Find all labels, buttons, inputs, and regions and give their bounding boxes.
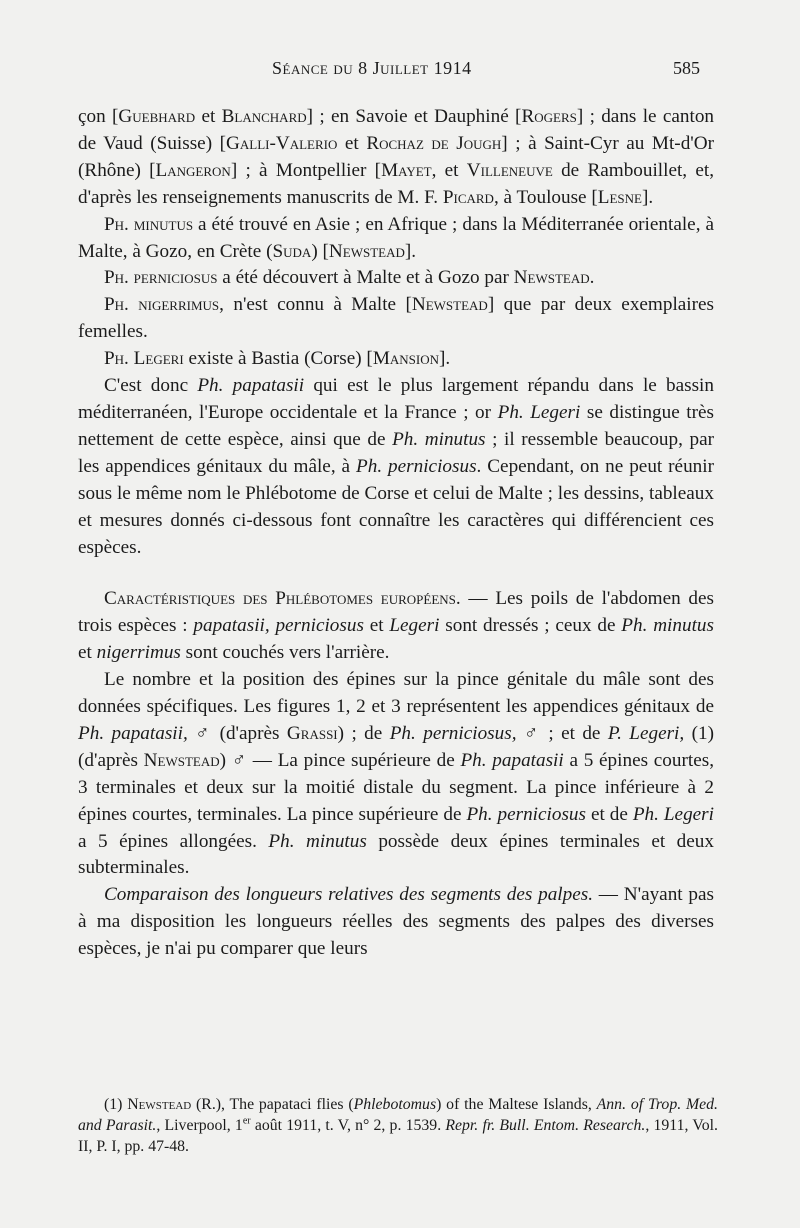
text-run: Phlebotomus [353, 1096, 437, 1113]
text-run: et [363, 615, 390, 637]
body-text [78, 104, 714, 963]
text-run: Ph. perniciosus [356, 455, 477, 477]
text-run: Grassi [286, 722, 338, 744]
text-run: — Les poils de l'abdomen des trois espèces : [78, 588, 715, 637]
text-run: Ph. minutus [268, 830, 367, 852]
text-run: Newstead [513, 267, 590, 289]
text-run: Blanchard [221, 106, 307, 127]
text-run: ] ; dans le canton de Vaud (Suisse) [ [78, 106, 715, 154]
text-run: sont dressés ; ceux de [439, 615, 622, 637]
text-run: , et [431, 159, 467, 181]
paragraph-perniciosus [78, 265, 714, 292]
text-run: et [78, 642, 97, 664]
text-run: çon [ [78, 106, 119, 127]
text-run: et [337, 132, 367, 154]
text-run: ] ; à Montpellier [ [230, 159, 382, 181]
paragraph-genital-spines [78, 667, 714, 882]
text-run: et [195, 106, 222, 127]
text-run: ♂ ; et de [516, 722, 608, 744]
text-run: Ph. perniciosus [466, 803, 586, 825]
text-run: existe à Bastia (Corse) [ [183, 348, 373, 370]
paragraph-nigerrimus [78, 292, 714, 346]
paragraph-minutus [78, 212, 714, 266]
text-run: Ph. minutus [392, 428, 486, 450]
text-run: ) [ [311, 240, 329, 262]
text-run: ] ; à Saint-Cyr au Mt-d'Or (Rhône) [ [78, 132, 714, 181]
page-number: 585 [673, 58, 700, 78]
text-run: ) ♂ — La pince supérieure de [219, 749, 461, 771]
text-run: Ph. Legeri [632, 803, 714, 825]
text-run: Newstead [127, 1096, 192, 1113]
text-run: (R.), The papataci flies ( [191, 1096, 354, 1113]
text-run: Lesne [597, 186, 642, 208]
text-run: Guebhard [118, 106, 196, 127]
text-run: Repr. fr. Bull. Entom. Research. [445, 1117, 646, 1134]
running-head: Séance du 8 Juillet 1914 [272, 58, 472, 78]
paragraph-conclusion [78, 373, 714, 561]
text-run: Ph. minutus [621, 615, 714, 637]
paragraph-distribution-france [78, 104, 714, 212]
text-run: possède deux épines terminales et deux subterminales. [78, 830, 714, 879]
text-run: Ph. minutus [104, 213, 194, 235]
text-run: . [589, 267, 595, 289]
section-heading: Caractéristiques des Phlébotomes européens. [104, 588, 461, 610]
text-run: Newstead [328, 240, 405, 262]
text-run: se distingue très nettement de cette espèce, ainsi que de [78, 401, 714, 450]
text-run: Ph. perniciosus, [389, 722, 517, 744]
text-run: C'est donc [104, 375, 198, 397]
text-run: août 1911, t. V, n° 2, p. 1539. [250, 1117, 446, 1134]
text-run: ) of the Maltese Islands, [436, 1096, 597, 1113]
text-run: ] que par deux exemplaires femelles. [78, 294, 714, 343]
text-run: Ph. perniciosus [104, 267, 218, 289]
text-run: ]. [642, 186, 654, 208]
text-run: ] ; en Savoie et Dauphiné [ [306, 106, 522, 127]
text-run: ) ; de [337, 722, 390, 744]
text-run: de Rambouillet, et, d'après les renseignements manuscrits de M. F. [78, 159, 715, 208]
paragraph-palp-comparison [78, 882, 714, 963]
text-run: Villeneuve [466, 159, 553, 181]
text-run: Picard [442, 186, 494, 208]
text-run: Ann. of Trop. Med. and Parasit. [78, 1096, 718, 1134]
text-run: a 5 épines courtes, 3 terminales et deux sur la moitié distale du segment. La pince inférieure à 2 épines courtes, terminales. La pince supérieure de [78, 749, 714, 825]
text-run: P. Legeri, [607, 722, 685, 744]
text-run: (1) [104, 1096, 128, 1113]
text-run: Ph. papatasii [197, 375, 305, 397]
footnote [78, 1094, 718, 1157]
superscript: er [242, 1115, 251, 1127]
paragraph-legeri [78, 346, 714, 373]
text-run: Ph. Legeri [104, 348, 184, 370]
subsection-heading: Comparaison des longueurs relatives des segments des palpes. [104, 884, 594, 906]
text-run: sont couchés vers l'arrière. [180, 642, 390, 664]
section-gap [78, 561, 714, 586]
text-run: Ph. papatasii [460, 749, 564, 771]
text-run: Suda [272, 240, 312, 262]
text-run: a été découvert à Malte et à Gozo par [217, 267, 514, 289]
text-run: Langeron [155, 159, 231, 181]
text-run: ♂ (d'après [187, 722, 287, 744]
text-run: papatasii, perniciosus [193, 615, 364, 637]
text-run: Ph. papatasii, [78, 722, 188, 744]
text-run: Galli-Valerio [226, 132, 338, 154]
paragraph-characteristics [78, 586, 714, 667]
text-run: a 5 épines allongées. [78, 830, 269, 852]
text-run: . Cependant, on ne peut réunir sous le même nom le Phlébotome de Corse et celui de Malte ; les dessins, tableaux et mesures donnés ci-dessous font connaître les caractères qui différencient ces espèces. [78, 455, 714, 558]
text-run: ]. [404, 240, 417, 262]
text-run: qui est le plus largement répandu dans le bassin méditerranéen, l'Europe occidentale et la France ; or [78, 375, 714, 423]
text-run: Ph. Legeri [497, 401, 581, 423]
text-run: ]. [439, 348, 451, 370]
text-run: ; il ressemble beaucoup, par les appendices génitaux du mâle, à [78, 428, 714, 477]
text-run: Legeri [389, 615, 440, 637]
text-run: , Liverpool, 1 [156, 1117, 243, 1134]
text-run: Rochaz de Jough [366, 132, 502, 154]
text-run: Le nombre et la position des épines sur la pince génitale du mâle sont des données spécifiques. Les figures 1, 2 et 3 représentent les appendices génitaux de [78, 669, 714, 718]
page-header [0, 58, 800, 88]
text-run: nigerrimus [96, 642, 181, 664]
text-run: , à Toulouse [ [493, 186, 598, 208]
text-run: a été trouvé en Asie ; en Afrique ; dans la Méditerranée orientale, à Malte, à Gozo, en Crète ( [78, 213, 714, 262]
text-run: Newstead [143, 749, 220, 771]
text-run: , n'est connu à Malte [ [219, 294, 412, 316]
text-run: Ph. nigerrimus [104, 294, 220, 316]
text-run: , 1911, Vol. II, P. I, pp. 47-48. [78, 1117, 718, 1155]
text-run: Rogers [521, 106, 577, 127]
text-run: Mayet [381, 159, 432, 181]
text-run: Mansion [372, 348, 439, 370]
text-run: — N'ayant pas à ma disposition les longueurs réelles des segments des palpes des diverses espèces, je n'ai pu comparer que leurs [78, 884, 714, 960]
text-run: et de [585, 803, 633, 825]
text-run: Newstead [411, 294, 488, 316]
text-run: (1) (d'après [78, 722, 714, 771]
